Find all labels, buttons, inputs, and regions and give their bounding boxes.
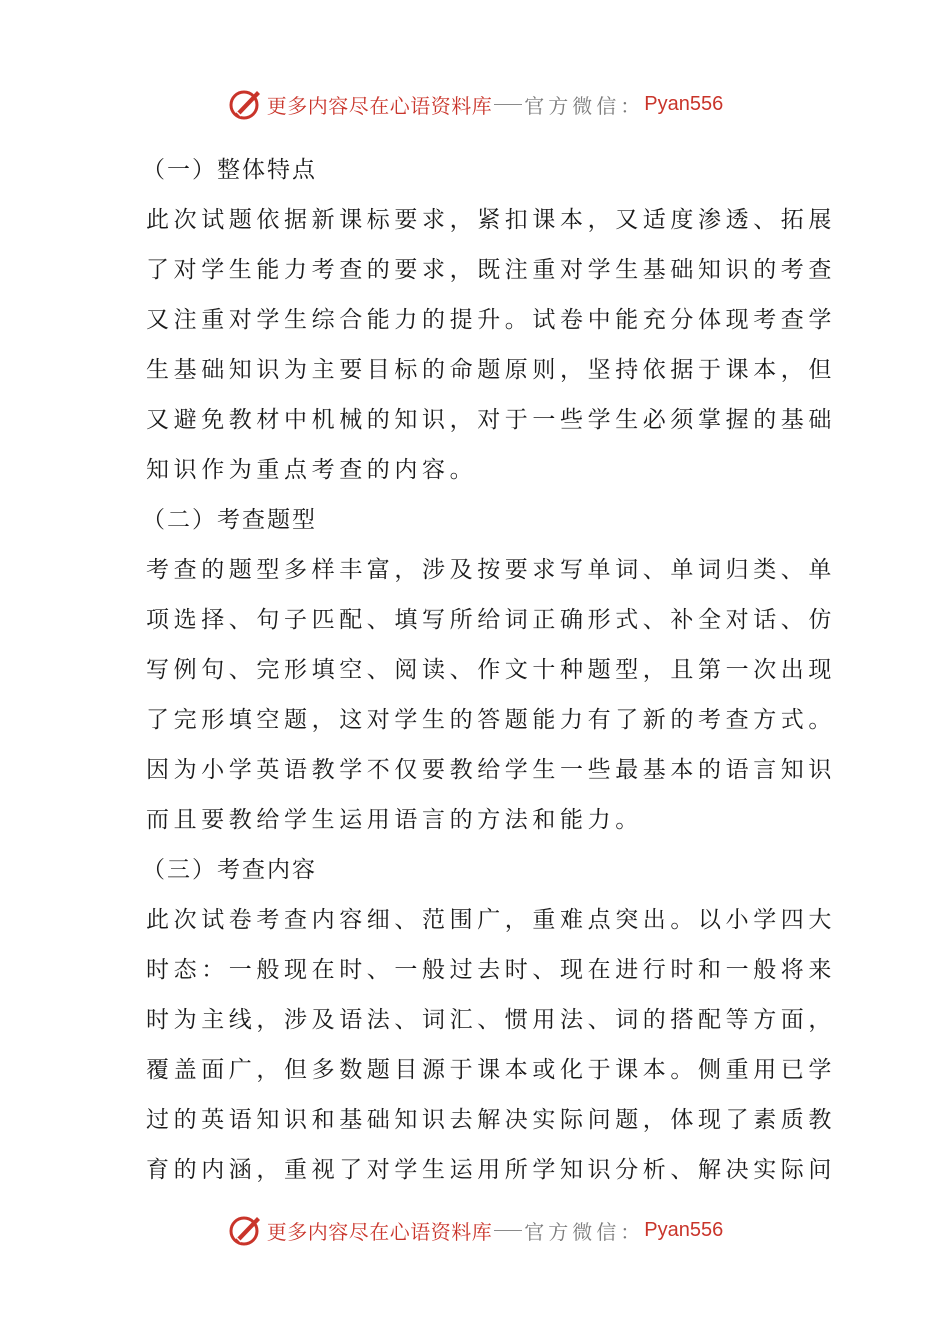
quill-logo-icon	[227, 86, 263, 122]
section-heading: （一）整体特点	[142, 157, 317, 183]
text-line: 又避免教材中机械的知识，对于一些学生必须掌握的基础	[146, 407, 836, 433]
quill-logo-icon	[227, 1212, 263, 1248]
text-line: 时为主线，涉及语法、词汇、惯用法、词的搭配等方面，	[146, 1007, 836, 1033]
text-line: 知识作为重点考查的内容。	[146, 457, 478, 483]
watermark-divider	[494, 104, 522, 105]
watermark-wechat-id: Pyan556	[644, 92, 724, 115]
section-heading: （二）考查题型	[142, 507, 317, 533]
text-line: 此次试题依据新课标要求，紧扣课本，又适度渗透、拓展	[146, 207, 836, 233]
text-line: 项选择、句子匹配、填写所给词正确形式、补全对话、仿	[146, 607, 836, 633]
watermark-official-label: 官方微信：	[524, 93, 645, 118]
text-line: 此次试卷考查内容细、范围广，重难点突出。以小学四大	[146, 907, 836, 933]
text-line: 时态：一般现在时、一般过去时、现在进行时和一般将来	[146, 957, 836, 983]
footer-watermark	[0, 1210, 950, 1250]
watermark-divider	[494, 1230, 522, 1231]
text-line: 写例句、完形填空、阅读、作文十种题型，且第一次出现	[146, 657, 836, 683]
header-watermark	[0, 84, 950, 124]
text-line: 而且要教给学生运用语言的方法和能力。	[146, 807, 643, 833]
text-line: 了完形填空题，这对学生的答题能力有了新的考查方式。	[146, 707, 836, 733]
document-body	[142, 145, 836, 1195]
text-line: 过的英语知识和基础知识去解决实际问题，体现了素质教	[146, 1107, 836, 1133]
text-line: 因为小学英语教学不仅要教给学生一些最基本的语言知识	[146, 757, 836, 783]
text-line: 育的内涵，重视了对学生运用所学知识分析、解决实际问	[146, 1157, 836, 1183]
text-line: 覆盖面广，但多数题目源于课本或化于课本。侧重用已学	[146, 1057, 836, 1083]
watermark-official-label: 官方微信：	[524, 1219, 645, 1244]
text-line: 生基础知识为主要目标的命题原则，坚持依据于课本，但	[146, 357, 836, 383]
text-line: 考查的题型多样丰富，涉及按要求写单词、单词归类、单	[146, 557, 836, 583]
text-line: 了对学生能力考查的要求，既注重对学生基础知识的考查	[146, 257, 836, 283]
watermark-text: 更多内容尽在心语资料库	[266, 93, 493, 118]
section-heading: （三）考查内容	[142, 857, 317, 883]
text-line: 又注重对学生综合能力的提升。试卷中能充分体现考查学	[146, 307, 836, 333]
watermark-wechat-id: Pyan556	[644, 1218, 724, 1241]
watermark-text: 更多内容尽在心语资料库	[266, 1219, 493, 1244]
